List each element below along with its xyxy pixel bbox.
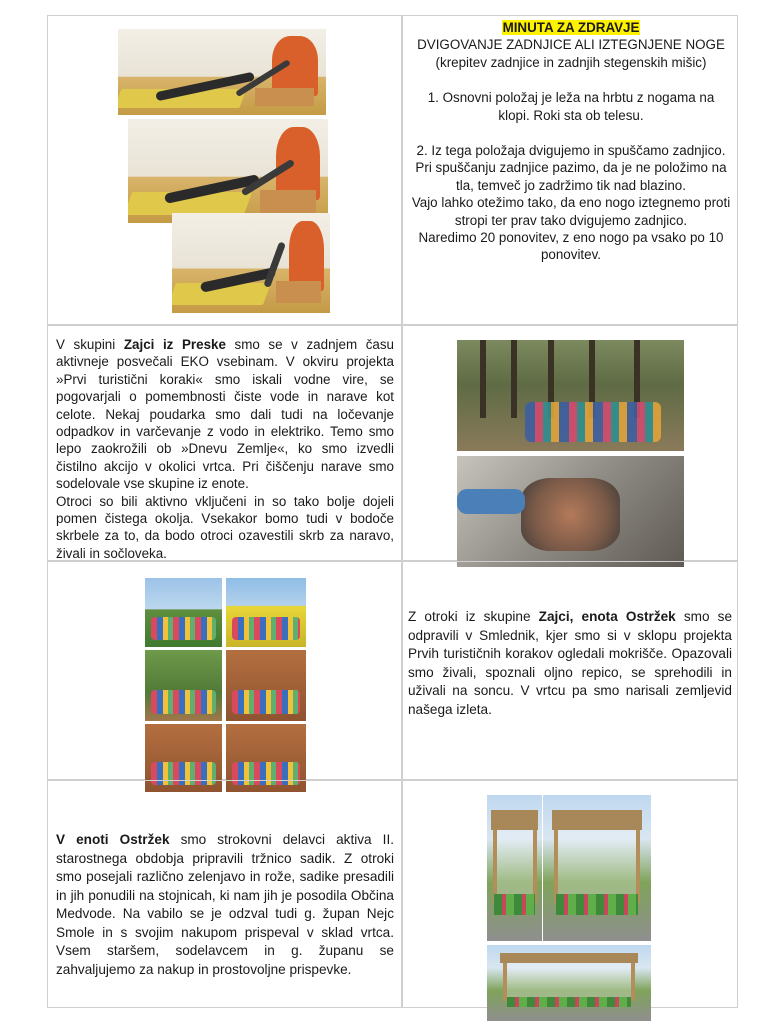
market-stand-photo-1 bbox=[487, 795, 542, 941]
exercise-step-2: 2. Iz tega položaja dvigujemo in spuščamo zadnjico. Pri spuščanju zadnjice pazimo, da je ne položimo na tla, temveč jo zadržimo tik nad blazino. bbox=[415, 143, 727, 193]
section-badge: MINUTA ZA ZDRAVJE bbox=[502, 20, 640, 35]
trip-collage-cell bbox=[47, 561, 402, 780]
exercise-photo-2 bbox=[128, 119, 328, 223]
preska-text-cell bbox=[47, 325, 402, 561]
trip-photo-1 bbox=[145, 578, 222, 647]
exercise-step-3: Vajo lahko otežimo tako, da eno nogo iztegnemo proti stropi ter prav tako dvigujemo zadnjico. bbox=[411, 195, 731, 228]
market-photos-cell bbox=[402, 780, 738, 1008]
market-paragraph: V enoti Ostržek smo strokovni delavci aktiva II. starostnega obdobja pripravili tržnico sadik. Z otroki smo posejali različno zelenjavo in rože, sadike presadili in jih ponudili na stojnicah, ki nam jih je posodila Občina Medvode. Na vabilo se je odzval tudi g. župan Nejc Smole in s svojim nakupom prispeval v sklad vrtca. Vsem staršem, sodelavcem in g. županu se zahvaljujemo za nakup in prostovoljne prispevke. bbox=[56, 832, 394, 977]
forest-group-photo bbox=[457, 340, 684, 451]
preska-paragraph-1: V skupini Zajci iz Preske smo se v zadnjem času aktivneje posvečali EKO vsebinam. V okviru projekta »Prvi turistični koraki« smo iskali vodne vire, se pogovarjali o pomembnosti čiste vode in narave kot celote. Nekaj poudarka smo dali tudi na ločevanje odpadkov in varčevanje z vodo in elektriko. Temo smo lepo zaokrožili ob »Dnevu Zemlje«, ko smo izvedli čistilno akcijo v okolici vrtca. Pri čiščenju narave smo sodelovale vse skupine iz enote. bbox=[56, 337, 394, 492]
trip-photo-3 bbox=[145, 650, 222, 721]
exercise-step-4: Naredimo 20 ponovitev, z eno nogo pa vsako po 10 ponovitev. bbox=[418, 230, 724, 263]
newsletter-page bbox=[47, 15, 738, 1008]
exercise-subtitle: (krepitev zadnjice in zadnjih stegenskih mišic) bbox=[435, 54, 707, 70]
exercise-text-cell bbox=[402, 15, 738, 325]
trip-photo-2 bbox=[226, 578, 306, 647]
market-text-cell bbox=[47, 780, 402, 1008]
trip-photo-4 bbox=[226, 650, 306, 721]
exercise-photo-3 bbox=[172, 213, 330, 313]
ostrzek-trip-paragraph: Z otroki iz skupine Zajci, enota Ostržek smo se odpravili v Smlednik, kjer smo si v sklopu projekta Prvih turističnih korakov ogledali mokrišče. Opazovali smo živali, spoznali oljno repico, se sprehodili in uživali na soncu. V vrtcu pa smo narisali zemljevid našega izleta. bbox=[408, 609, 733, 717]
market-stand-photo-3 bbox=[487, 945, 651, 1021]
waste-bag-photo bbox=[457, 456, 684, 567]
preska-photos-cell bbox=[402, 325, 738, 561]
exercise-step-1: 1. Osnovni položaj je leža na hrbtu z nogama na klopi. Roki sta ob telesu. bbox=[427, 90, 715, 123]
market-stand-photo-2 bbox=[543, 795, 651, 941]
exercise-photo-1 bbox=[118, 29, 326, 115]
ostrzek-trip-text-cell bbox=[402, 561, 738, 780]
exercise-photos-cell bbox=[47, 15, 402, 325]
preska-paragraph-2: Otroci so bili aktivno vključeni in so tako bolje dojeli pomen čistega okolja. Vsekakor bomo tudi v bodoče skrbele za to, da bodo otroci ozavestili skrb za naravo, živali in sočloveka. bbox=[56, 493, 394, 561]
exercise-title: DVIGOVANJE ZADNJICE ALI IZTEGNJENE NOGE bbox=[417, 37, 725, 53]
